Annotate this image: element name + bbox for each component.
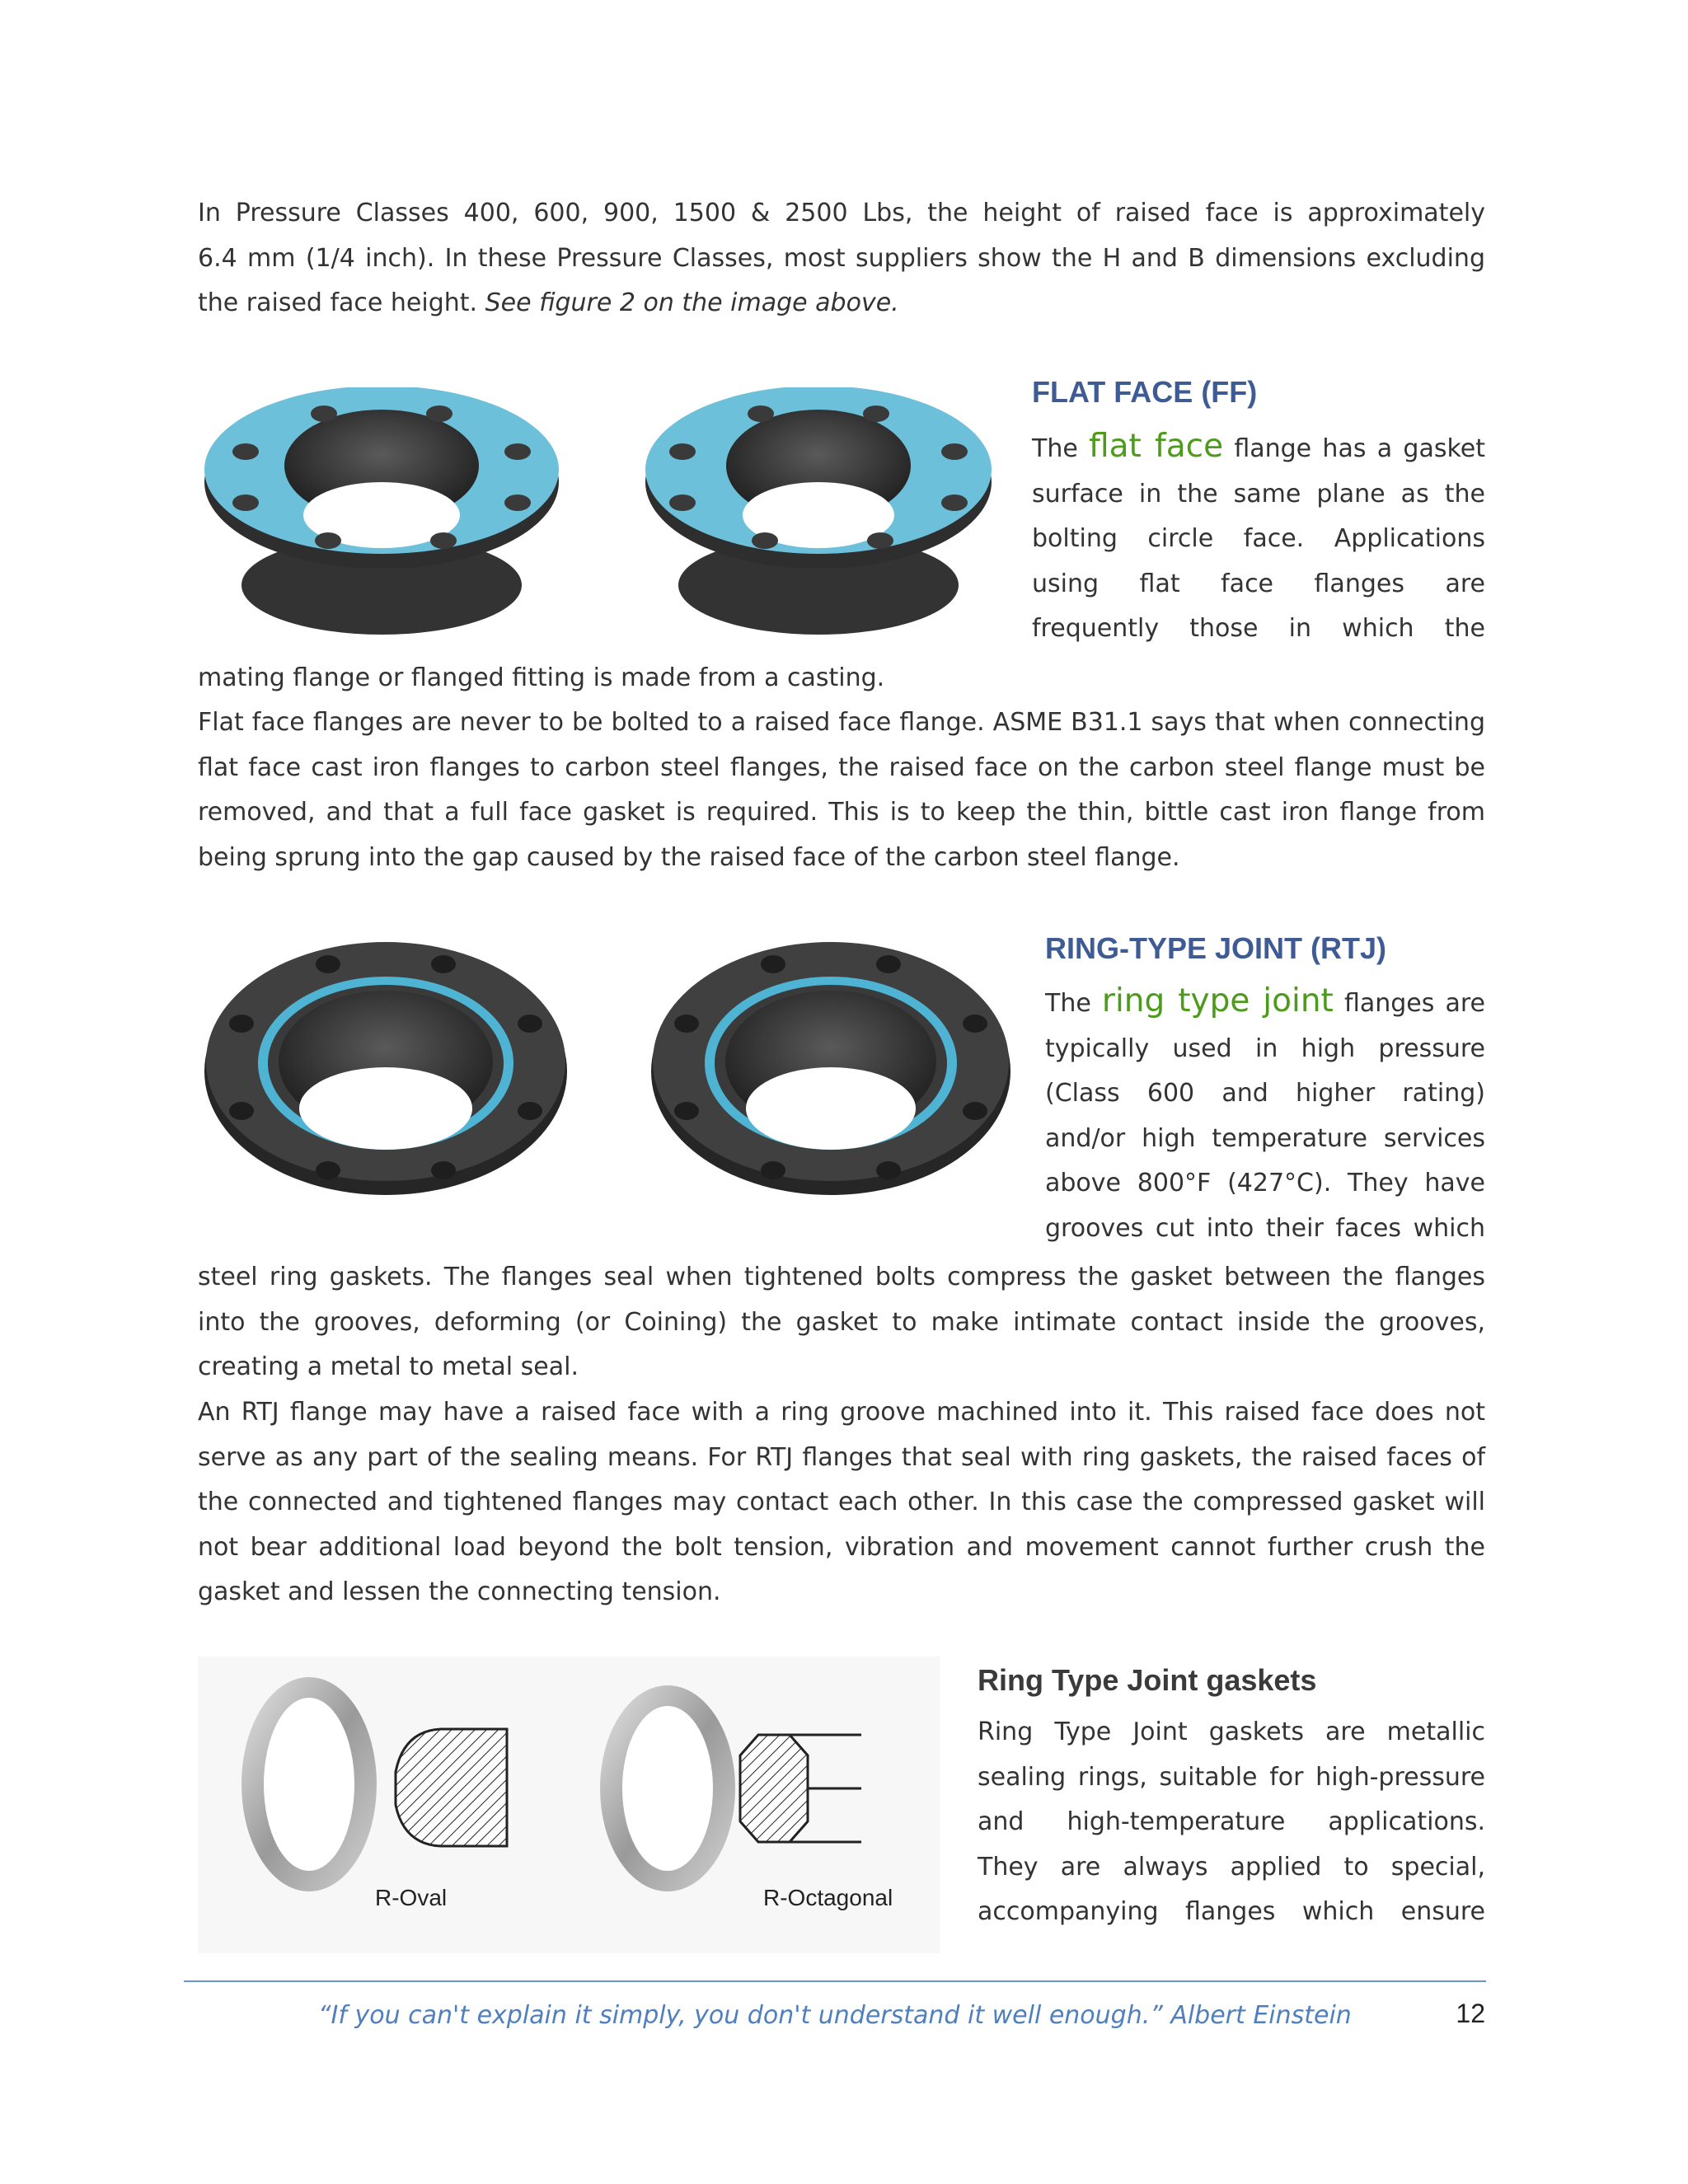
rtj-gaskets-line-5: accompanying flanges which ensure — [978, 1897, 1485, 1926]
rtj-gaskets-text — [978, 1710, 1485, 1935]
flat-face-line-3: bolting circle face. Applications — [1032, 524, 1485, 553]
flat-face-heading: FLAT FACE (FF) — [1032, 375, 1258, 409]
rtj-gaskets-line-1: Ring Type Joint gaskets are metallic — [978, 1718, 1485, 1746]
rtj-line-5: above 800°F (427°C). They have — [1045, 1169, 1485, 1197]
rtj-heading: RING-TYPE JOINT (RTJ) — [1045, 931, 1387, 965]
rtj-link[interactable]: ring type joint — [1101, 982, 1334, 1019]
flat-face-line-2: surface in the same plane as the — [1032, 479, 1485, 509]
flat-face-line-1: The flat face flange has a gasket — [1032, 428, 1485, 465]
footer-quote: “If you can't explain it simply, you don't understand it well enough.” Albert Einstein — [318, 2001, 1352, 2030]
rtj-line-6: grooves cut into their faces which — [1045, 1213, 1485, 1243]
flat-face-flange-figure — [204, 387, 996, 651]
rtj-paragraph-2: An RTJ flange may have a raised face with a ring groove machined into it. This raised face does not serve as any part of the sealing means. For RTJ flanges that seal with ring gaskets, the raised faces of the connected and tightened flanges may contact each other. In this case the compressed gasket will not bear additional load beyond the bolt tension, vibration and movement cannot further crush the gasket and lessen the connecting tension. — [198, 1398, 1485, 1606]
rtj-flange-figure — [204, 940, 1012, 1203]
flat-face-line-4: using flat face flanges are — [1032, 569, 1485, 598]
label-r-octagonal: R-Octagonal — [763, 1885, 893, 1910]
rtj-flange-right — [651, 942, 1010, 1195]
flat-face-intro — [1032, 424, 1485, 652]
intro-figure-reference: See figure 2 on the image above. — [485, 288, 899, 317]
flat-face-link[interactable]: flat face — [1089, 428, 1224, 465]
rtj-line-1: The ring type joint flanges are — [1045, 982, 1485, 1019]
flat-face-line-5: frequently those in which the — [1032, 614, 1485, 643]
flat-face-continuation: mating flange or flanged fitting is made from a casting. — [198, 663, 885, 692]
footer-divider — [184, 1980, 1486, 1982]
rtj-continuation: steel ring gaskets. The flanges seal when tightened bolts compress the gasket between the flanges into the grooves, deforming (or Coining) the gasket to make intimate contact inside the grooves, creating a metal to metal seal. — [198, 1263, 1485, 1381]
label-r-oval: R-Oval — [375, 1885, 448, 1910]
rtj-line-2: typically used in high pressure — [1045, 1033, 1485, 1063]
rtj-line-4: and/or high temperature services — [1045, 1123, 1485, 1153]
rtj-gaskets-line-4: They are always applied to special, — [978, 1852, 1485, 1882]
rtj-flange-left — [204, 942, 567, 1195]
rtj-gaskets-line-3: and high-temperature applications. — [978, 1807, 1485, 1836]
intro-line-3: the raised face height. — [198, 288, 485, 317]
rtj-gaskets-figure — [198, 1657, 940, 1953]
rtj-gaskets-line-2: sealing rings, suitable for high-pressure — [978, 1762, 1485, 1792]
flat-face-paragraph-2: Flat face flanges are never to be bolted to a raised face flange. ASME B31.1 says that when connecting flat face cast iron flanges to carbon steel flanges, the raised face on the carbon steel flange must be removed, and that a full face gasket is required. This is to keep the thin, bittle cast iron flange from being sprung into the gap caused by the raised face of the carbon steel flange. — [198, 708, 1485, 872]
rtj-line-3: (Class 600 and higher rating) — [1045, 1079, 1485, 1108]
rtj-intro — [1045, 979, 1485, 1251]
flat-face-flange-right — [645, 387, 992, 635]
flat-face-flange-left — [204, 387, 559, 635]
page-number: 12 — [1456, 1999, 1485, 2028]
intro-line-2: 6.4 mm (1/4 inch). In these Pressure Classes, most suppliers show the H and B dimensions excluding — [198, 243, 1485, 273]
intro-line-1: In Pressure Classes 400, 600, 900, 1500 & 2500 Lbs, the height of raised face is approximately — [198, 199, 1485, 227]
rtj-gaskets-heading: Ring Type Joint gaskets — [978, 1663, 1317, 1697]
intro-paragraph — [198, 191, 1485, 326]
